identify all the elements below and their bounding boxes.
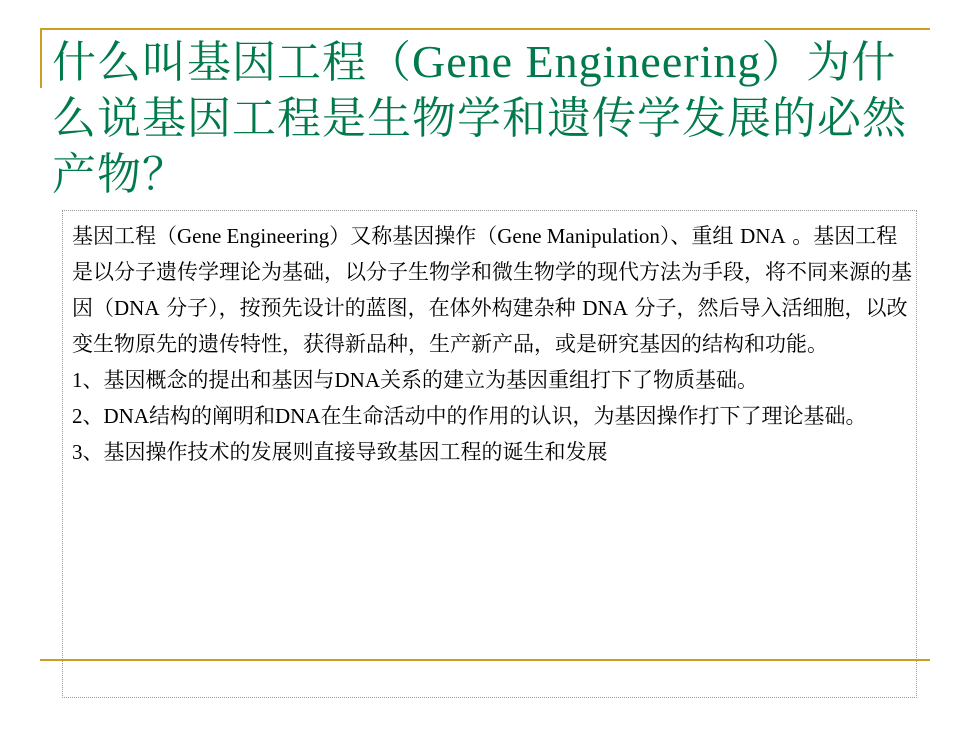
definition-part: DNA [740, 224, 786, 248]
definition-part: Gene Manipulation [497, 224, 660, 248]
point-part: 关系的建立为基因重组打下了物质基础。 [380, 368, 758, 392]
slide-title-part: ）为什么说基因工程是生物学和遗传学发展的必然产物？ [52, 37, 907, 200]
point-part: DNA [334, 368, 380, 392]
paragraph-definition [72, 218, 912, 362]
slide-title-part: Gene Engineering [412, 36, 762, 87]
slide-content [72, 218, 912, 470]
definition-part: DNA [114, 296, 160, 320]
point-part: 、 [82, 404, 104, 428]
point-part: 结构的阐明和 [149, 404, 275, 428]
definition-part: 分子，然后导入活细胞，以改变生物原先的遗传特性，获得新品种，生产新产品，或是研究基因的结构和功能。 [72, 296, 908, 356]
slide-title [52, 34, 932, 203]
point-part: DNA [275, 404, 321, 428]
point-part: 、基因操作技术的发展则直接导致基因工程的诞生和发展 [82, 440, 608, 464]
point-part: DNA [103, 404, 149, 428]
definition-part: ）、重组 [659, 224, 741, 248]
paragraph-point-1 [72, 362, 912, 398]
point-part: 1 [72, 368, 83, 392]
point-part: 、基因概念的提出和基因与 [82, 368, 335, 392]
point-part: 3 [72, 440, 83, 464]
definition-part: ）又称基因操作（ [329, 224, 498, 248]
definition-part: 基因工程（ [72, 224, 177, 248]
definition-part: 分子），按预先设计的蓝图，在体外构建杂种 [159, 296, 583, 320]
paragraph-point-2 [72, 398, 912, 434]
definition-part: Gene Engineering [177, 224, 330, 248]
title-left-rule [40, 28, 42, 88]
point-part: 2 [72, 404, 83, 428]
definition-part: DNA [582, 296, 628, 320]
title-top-rule [40, 28, 930, 30]
paragraph-point-3 [72, 434, 912, 470]
bottom-rule [40, 659, 930, 661]
point-part: 在生命活动中的作用的认识，为基因操作打下了理论基础。 [320, 404, 867, 428]
definition-part: 。基因工程是以分子遗传学理论为基础，以分子生物学和微生物学的现代方法为手段，将不同来源的基因（ [72, 224, 912, 320]
slide-title-part: 什么叫基因工程（ [52, 37, 412, 88]
